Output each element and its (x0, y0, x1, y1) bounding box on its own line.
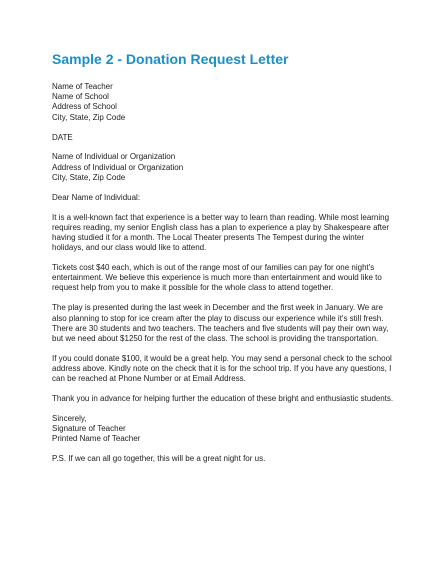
recipient-line: City, State, Zip Code (52, 172, 126, 182)
letter-date (52, 133, 402, 143)
sender-address (52, 82, 402, 123)
paragraph-line: There are 30 students and two teachers. The teachers and five students will pay their own way, (52, 323, 389, 333)
paragraph-line: Thank you in advance for helping further the education of these bright and enthusiastic students. (52, 394, 394, 404)
closing (52, 414, 402, 445)
paragraph-line: requires reading, my senior English class has a plan to experience a play by Shakespeare after (52, 222, 390, 232)
paragraph-line: having studied it for a month. The Local Theater presents The Tempest during the winter (52, 232, 365, 242)
postscript-line: P.S. If we can all go together, this will be a great night for us. (52, 454, 266, 464)
recipient-address (52, 152, 402, 183)
paragraph-line: holidays, and our class would like to attend. (52, 243, 207, 253)
paragraph-line: entertainment. We believe this experience is much more than entertainment and would like to (52, 273, 382, 283)
paragraph-3 (52, 303, 402, 344)
recipient-line: Address of Individual or Organization (52, 162, 184, 172)
closing-line: Sincerely, (52, 414, 87, 424)
paragraph-4 (52, 354, 402, 385)
paragraph-line: request help from you to make it possible for the whole class to attend together. (52, 283, 334, 293)
salutation-line: Dear Name of Individual: (52, 192, 141, 202)
paragraph-line: It is a well-known fact that experience is a better way to learn than reading. While most learning (52, 212, 390, 222)
postscript (52, 454, 402, 464)
sender-line: Name of School (52, 92, 109, 102)
closing-line: Printed Name of Teacher (52, 434, 141, 444)
paragraph-2 (52, 263, 402, 294)
paragraph-line: If you could donate $100, it would be a great help. You may send a personal check to the school (52, 353, 392, 363)
salutation (52, 193, 402, 203)
paragraph-line: The play is presented during the last week in December and the first week in January. We are (52, 303, 383, 313)
paragraph-line: also planning to stop for ice cream after the play to discuss our experience while it's still fresh. (52, 313, 384, 323)
paragraph-1 (52, 213, 402, 254)
title-main: Donation Request Letter (125, 51, 289, 67)
letter-document (52, 50, 402, 474)
paragraph-line: can be reached at Phone Number or at Email Address. (52, 374, 246, 384)
recipient-line: Name of Individual or Organization (52, 152, 176, 162)
date-line: DATE (52, 132, 73, 142)
paragraph-line: address above. Kindly note on the check that it is for the school trip. If you have any questions, I (52, 364, 392, 374)
sender-line: Address of School (52, 102, 117, 112)
paragraph-line: but we need about $1250 for the rest of the class. The school is providing the transportation. (52, 333, 379, 343)
closing-line: Signature of Teacher (52, 424, 126, 434)
paragraph-5 (52, 394, 402, 404)
paragraph-line: Tickets cost $40 each, which is out of the range most of our families can pay for one night's (52, 263, 375, 273)
sender-line: Name of Teacher (52, 82, 113, 91)
document-title (52, 50, 402, 68)
title-prefix: Sample 2 - (52, 51, 126, 67)
sender-line: City, State, Zip Code (52, 112, 126, 122)
